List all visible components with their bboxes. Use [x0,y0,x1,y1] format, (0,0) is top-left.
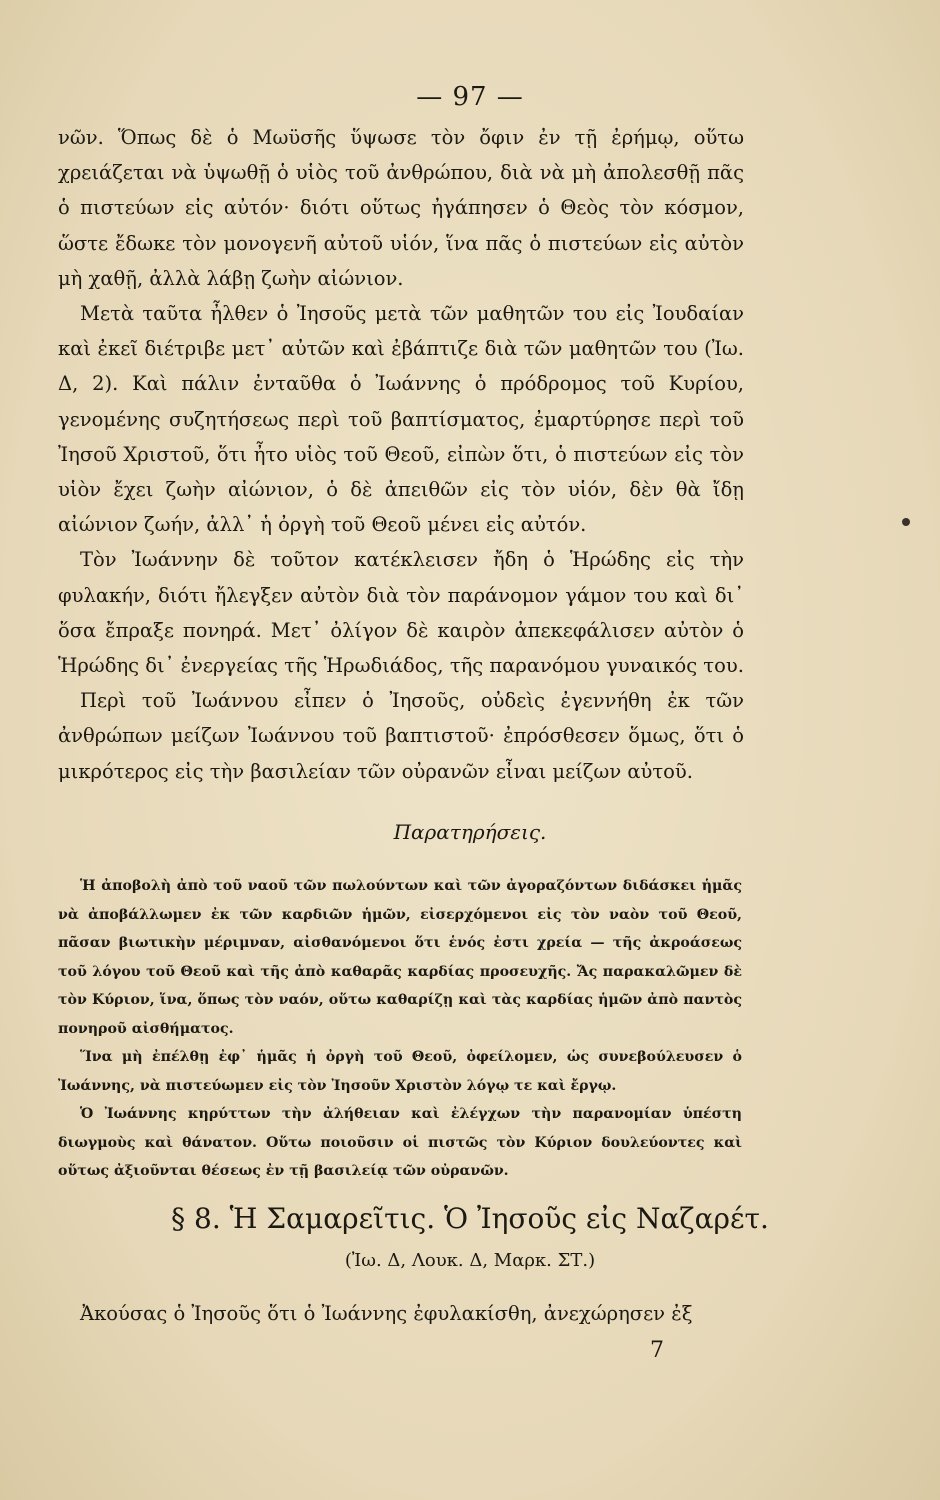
chapter-heading: § 8. Ἡ Σαμαρεῖτις. Ὁ Ἰησοῦς εἰς Ναζαρέτ. [171,1202,769,1235]
signature-number: 7 [650,1338,664,1363]
body-paragraph: Περὶ τοῦ Ἰωάννου εἶπεν ὁ Ἰησοῦς, οὐδεὶς ἐγεννήθη ἐκ τῶν ἀνθρώπων μείζων Ἰωάννου τοῦ βαπτιστοῦ· ἐπρόσθεσεν ὅμως, ὅτι ὁ μικρότερος εἰς τὴν βασιλείαν τῶν οὐρανῶν εἶναι μείζων αὐτοῦ. [58,689,744,783]
remarks-text [58,872,742,1186]
remarks-paragraph: Ἡ ἀποβολὴ ἀπὸ τοῦ ναοῦ τῶν πωλούντων καὶ τῶν ἀγοραζόντων διδάσκει ἡμᾶς νὰ ἀποβάλλωμεν ἐκ τῶν καρδιῶν ἡμῶν, εἰσερχόμενοι εἰς τὸν ναὸν τοῦ Θεοῦ, πᾶσαν βιωτικὴν μέριμναν, αἰσθανόμενοι ὅτι ἑνός ἐστι χρεία — τῆς ἀκροάσεως τοῦ λόγου τοῦ Θεοῦ καὶ τῆς ἀπὸ καθαρᾶς καρδίας προσευχῆς. Ἄς παρακαλῶμεν δὲ τὸν Κύριον, ἵνα, ὅπως τὸν ναόν, οὕτω καθαρίζῃ καὶ τὰς καρδίας ἡμῶν ἀπὸ παντὸς πονηροῦ αἰσθήματος. [58,878,742,1037]
remarks-paragraph: Ὁ Ἰωάννης κηρύττων τὴν ἀλήθειαν καὶ ἐλέγχων τὴν παρανομίαν ὑπέστη διωγμοὺς καὶ θάνατον. Οὕτω ποιοῦσιν οἱ πιστῶς τὸν Κύριον δουλεύοντες καὶ οὕτως ἀξιοῦνται θέσεως ἐν τῇ βασιλείᾳ τῶν οὐρανῶν. [58,1106,742,1179]
body-paragraph: Τὸν Ἰωάννην δὲ τοῦτον κατέκλεισεν ἤδη ὁ Ἡρώδης εἰς τὴν φυλακήν, διότι ἤλεγξεν αὐτὸν διὰ τὸν παράνομον γάμον του καὶ δι᾽ ὅσα ἔπραξε πονηρά. Μετ᾽ ὀλίγον δὲ καιρὸν ἀπεκεφάλισεν αὐτὸν ὁ Ἡρώδης δι᾽ ἐνεργείας τῆς Ἡρωδιάδος, τῆς παρανόμου γυναικός του. [58,548,744,678]
body-paragraph: νῶν. Ὅπως δὲ ὁ Μωϋσῆς ὕψωσε τὸν ὄφιν ἐν τῇ ἐρήμῳ, οὕτω χρειάζεται νὰ ὑψωθῇ ὁ υἱὸς τοῦ ἀνθρώπου, διὰ νὰ μὴ ἀπολεσθῇ πᾶς ὁ πιστεύων εἰς αὐτόν· διότι οὕτως ἠγάπησεν ὁ Θεὸς τὸν κόσμον, ὥστε ἔδωκε τὸν μονογενῆ αὐτοῦ υἱόν, ἵνα πᾶς ὁ πιστεύων εἰς αὐτὸν μὴ χαθῇ, ἀλλὰ λάβῃ ζωὴν αἰώνιον. [58,126,744,290]
remarks-paragraph: Ἵνα μὴ ἐπέλθῃ ἐφ᾽ ἡμᾶς ἡ ὀργὴ τοῦ Θεοῦ, ὀφείλομεν, ὡς συνεβούλευσεν ὁ Ἰωάννης, νὰ πιστεύωμεν εἰς τὸν Ἰησοῦν Χριστὸν λόγῳ τε καὶ ἔργῳ. [58,1049,742,1094]
ink-speck [902,518,910,526]
page-number-header: — 97 — [416,82,524,112]
main-body-text [58,120,744,789]
body-paragraph: Μετὰ ταῦτα ἦλθεν ὁ Ἰησοῦς μετὰ τῶν μαθητῶν του εἰς Ἰουδαίαν καὶ ἐκεῖ διέτριβε μετ᾽ αὐτῶν καὶ ἐβάπτιζε διὰ τῶν μαθητῶν του (Ἰω. Δ, 2). Καὶ πάλιν ἐνταῦθα ὁ Ἰωάννης ὁ πρόδρομος τοῦ Κυρίου, γενομένης συζητήσεως περὶ τοῦ βαπτίσματος, ἐμαρτύρησε περὶ τοῦ Ἰησοῦ Χριστοῦ, ὅτι ἦτο υἱὸς τοῦ Θεοῦ, εἰπὼν ὅτι, ὁ πιστεύων εἰς τὸν υἱὸν ἔχει ζωὴν αἰώνιον, ὁ δὲ ἀπειθῶν εἰς τὸν υἱόν, δὲν θὰ ἴδῃ αἰώνιον ζωήν, ἀλλ᾽ ἡ ὀργὴ τοῦ Θεοῦ μένει εἰς αὐτόν. [58,302,744,537]
chapter-opening-line: Ἀκούσας ὁ Ἰησοῦς ὅτι ὁ Ἰωάννης ἐφυλακίσθη, ἀνεχώρησεν ἐξ [80,1302,693,1325]
chapter-reference: (Ἰω. Δ, Λουκ. Δ, Μαρκ. ΣΤ.) [344,1250,596,1271]
remarks-title: Παρατηρήσεις. [393,820,547,844]
